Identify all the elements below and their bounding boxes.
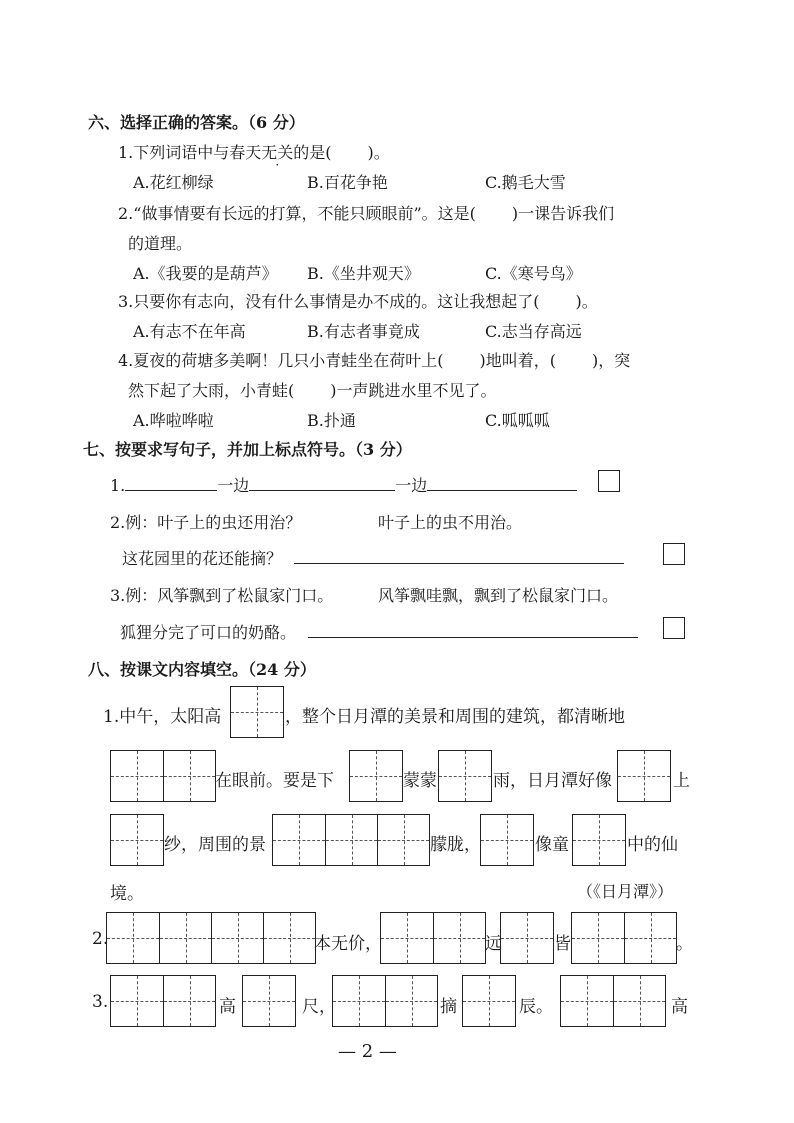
q8-2-grid-1[interactable] [106, 912, 316, 964]
q8-2-grid-2[interactable] [380, 912, 486, 964]
q8-2-grid-3[interactable] [500, 912, 554, 964]
q8-1-grid-1[interactable] [230, 686, 284, 738]
q8-1-source: （《日月潭》） [577, 882, 674, 901]
q8-1-text-6: 上 [673, 771, 690, 791]
q8-3-grid-1[interactable] [110, 975, 216, 1027]
q7-3-punctuation-box[interactable] [663, 617, 685, 639]
q8-3-grid-5[interactable] [560, 975, 666, 1027]
q6-3-option-a: A.有志不在年高 [133, 322, 246, 341]
q8-1-text-8: 朦胧， [430, 835, 481, 855]
q8-1-grid-9[interactable] [572, 814, 626, 866]
q6-3-stem [118, 289, 598, 312]
q7-3-blank[interactable] [308, 619, 638, 638]
q6-3-option-c: C.志当存高远 [485, 322, 582, 341]
q8-1-text-11: 境。 [110, 884, 144, 904]
q8-3-text-1: 高 [219, 997, 236, 1017]
q7-1-blank-2[interactable] [249, 472, 395, 491]
q6-2-option-a: A.《我要的是葫芦》 [133, 264, 278, 283]
q8-2-grid-4[interactable] [571, 912, 677, 964]
q8-1-text-4: 蒙蒙 [403, 771, 437, 791]
q8-1-text-3: 在眼前。要是下 [215, 771, 334, 791]
q8-3-text-5: 高 [671, 997, 688, 1017]
q6-3-pre: 3.只要你有志向，没有什么事情是办不成的。这让我想起了( [118, 292, 540, 311]
q8-1-grid-6[interactable] [110, 814, 164, 866]
q8-3-num: 3. [92, 992, 109, 1012]
q6-2-pre: 2.“做事情要有长远的打算，不能只顾眼前”。这是( [118, 204, 476, 223]
q8-1-text-10: 中的仙 [627, 835, 678, 855]
q6-1-emphasis: 无关 [261, 143, 294, 162]
q8-2-text-1: 本无价， [314, 934, 382, 954]
q7-3-example: 3.例：风筝飘到了松鼠家门口。 [110, 586, 334, 605]
q6-4-stem-line2 [128, 378, 497, 401]
q6-4-part-a: 4.夏夜的荷塘多美啊！几只小青蛙坐在荷叶上( [118, 351, 444, 370]
q8-1-text-2: ，整个日月潭的美景和周围的建筑，都清晰地 [285, 707, 625, 727]
q7-3-prompt: 狐狸分完了可口的奶酪。 [120, 623, 297, 642]
q6-4-part-b: )地叫着，( [479, 351, 557, 370]
page-number: — 2 — [338, 1041, 397, 1062]
q8-3-grid-4[interactable] [462, 975, 516, 1027]
q6-2-option-c: C.《寒号鸟》 [485, 264, 582, 283]
q6-1-option-b: B.百花争艳 [307, 173, 388, 192]
q6-4-option-a: A.哗啦哗啦 [133, 411, 214, 430]
q6-2-stem-line2: 的道理。 [128, 234, 193, 253]
q8-1-text-7: 纱，周围的景 [164, 835, 266, 855]
q6-4-option-c: C.呱呱呱 [485, 411, 550, 430]
q6-4-option-b: B.扑通 [307, 411, 356, 430]
q8-1-text-9: 像童 [535, 835, 569, 855]
q6-2-option-b: B.《坐井观天》 [307, 264, 420, 283]
q6-2-post: )一课告诉我们 [511, 204, 615, 223]
q7-2-blank[interactable] [294, 545, 624, 564]
q6-1-post: 的是( [293, 143, 332, 162]
q7-2-example: 2.例：叶子上的虫还用治？ [110, 513, 302, 532]
q6-1-stem [118, 140, 390, 163]
q7-1-word-2: 一边 [395, 476, 428, 495]
q6-1-close: )。 [367, 143, 390, 162]
q6-4-stem-line1 [118, 348, 630, 371]
q8-2-text-4: 。 [676, 934, 693, 954]
section-7-heading: 七、按要求写句子，并加上标点符号。（3 分） [83, 440, 412, 459]
q8-1-grid-5[interactable] [617, 750, 671, 802]
q7-1-punctuation-box[interactable] [598, 470, 620, 492]
q8-1-grid-3[interactable] [349, 750, 403, 802]
q7-3-example-answer: 风筝飘哇飘，飘到了松鼠家门口。 [378, 586, 619, 605]
q7-3-answer-line [120, 619, 638, 643]
section-8-heading: 八、按课文内容填空。（24 分） [88, 660, 316, 679]
q7-2-punctuation-box[interactable] [663, 543, 685, 565]
q6-2-stem-line1 [118, 201, 614, 224]
q6-1-pre: 1.下列词语中与春天 [118, 143, 262, 162]
q8-1-grid-8[interactable] [480, 814, 534, 866]
q8-2-text-3: 皆 [554, 934, 571, 954]
q6-1-option-a: A.花红柳绿 [133, 173, 214, 192]
q7-1-line [110, 472, 577, 496]
q6-4-part-c: )，突 [592, 351, 631, 370]
q8-3-text-4: 辰。 [519, 997, 553, 1017]
q7-1-word-1: 一边 [217, 476, 250, 495]
q7-2-prompt: 这花园里的花还能摘？ [122, 549, 283, 568]
q7-2-example-answer: 叶子上的虫不用治。 [378, 513, 523, 532]
q6-4-part-d: 然下起了大雨，小青蛙( [128, 381, 295, 400]
q7-1-num: 1. [110, 476, 126, 495]
q8-1-grid-4[interactable] [438, 750, 492, 802]
q6-3-post: )。 [575, 292, 598, 311]
q8-1-text-1: 1.中午，太阳高 [103, 707, 222, 727]
q8-3-text-3: 摘 [440, 997, 457, 1017]
q8-1-grid-2[interactable] [110, 750, 216, 802]
q7-2-answer-line [122, 545, 624, 569]
q6-3-option-b: B.有志者事竟成 [307, 322, 420, 341]
q6-1-option-c: C.鹅毛大雪 [485, 173, 566, 192]
q7-1-blank-3[interactable] [427, 472, 577, 491]
q8-3-grid-3[interactable] [332, 975, 438, 1027]
q8-2-text-2: 远 [485, 934, 502, 954]
q8-3-grid-2[interactable] [242, 975, 296, 1027]
q8-1-text-5: 雨，日月潭好像 [493, 771, 612, 791]
q8-2-num: 2. [92, 929, 109, 949]
q7-1-blank-1[interactable] [125, 472, 217, 491]
q6-4-part-e: )一声跳进水里不见了。 [330, 381, 497, 400]
q8-1-grid-7[interactable] [272, 814, 430, 866]
section-6-heading: 六、选择正确的答案。（6 分） [88, 113, 305, 132]
q8-3-text-2: 尺， [302, 997, 336, 1017]
